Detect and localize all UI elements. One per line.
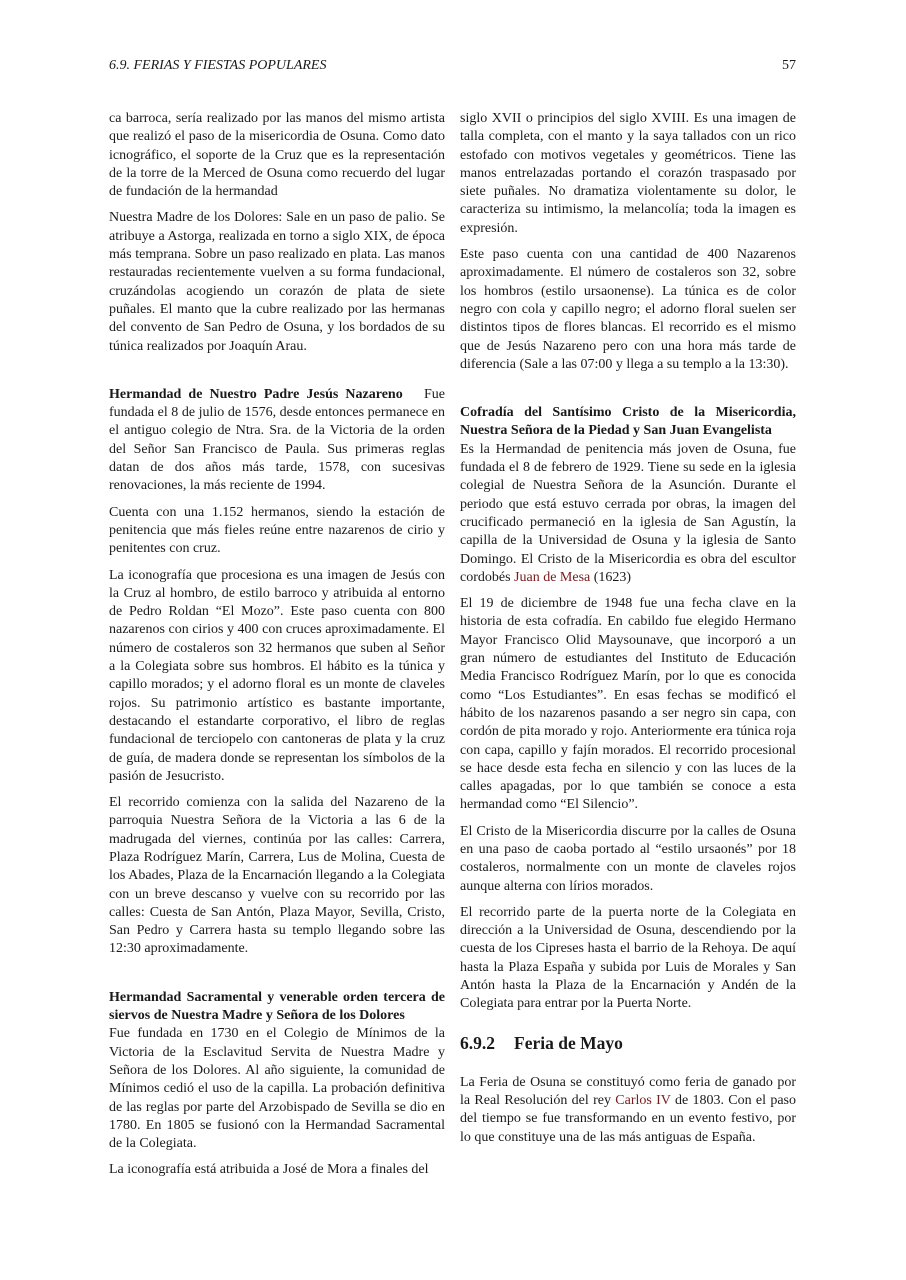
spacer xyxy=(460,382,796,404)
spacer xyxy=(109,967,445,989)
paragraph: Cuenta con una 1.152 hermanos, siendo la estación de penitencia que más fieles reúne entre nazarenos de cirio y penitentes con cruz. xyxy=(109,504,445,557)
paragraph-text: La Feria de Osuna se constituyó como feria de ganado por la Real Resolución del rey xyxy=(460,1074,796,1108)
subsection-heading xyxy=(460,1032,796,1054)
subsection-title: Feria de Mayo xyxy=(514,1032,623,1053)
paragraph xyxy=(460,1074,796,1147)
paragraph xyxy=(460,441,796,587)
running-section-title: 6.9. FERIAS Y FIESTAS POPULARES xyxy=(109,58,327,73)
paragraph: La iconografía que procesiona es una imagen de Jesús con la Cruz al hombro, de estilo barroco y atribuida al entorno de Pedro Roldan “El Mozo”. Este paso cuenta con 800 nazarenos con cirios y 400 con cruces aproximadamente. El número de costaleros son 32 hermanos que suben al Señor a la Colegiata sobre sus hombros. El hábito es la túnica y capillo morados; y el adorno floral es un monte de claveles rojos. Su patrimonio artístico es bastante importante, destacando el estandarte corporativo, el libro de reglas fundacional de terciopelo con cantoneras de plata y la cruz de guía, de madera donde se representan los símbolos de la pasión de Jesucristo. xyxy=(109,567,445,784)
paragraph-text: Fue fundada el 8 de julio de 1576, desde entonces permanece en el antiguo colegio de Ntra. Sra. de la Victoria de la orden del Señor San Francisco de Paula. Sus primeras reglas datan de dos años más tarde, 1578, con sucesivas renovaciones, la más reciente de 1994. xyxy=(109,386,445,494)
hermandad-heading: Hermandad de Nuestro Padre Jesús Nazareno xyxy=(109,386,403,402)
paragraph: Fue fundada en 1730 en el Colegio de Mínimos de la Victoria de la Esclavitud Servita de Nuestra Madre y Señora de los Dolores. Al año siguiente, la comunidad de Mínimos cedió el uso de la capilla. La probación definitiva de las reglas por parte del Arzobispado de Sevilla se dio en 1780. En 1805 se fusionó con la Hermandad Sacramental de la Colegiata. xyxy=(109,1026,445,1152)
paragraph: El Cristo de la Misericordia discurre por la calles de Osuna en una paso de caoba portado al “estilo ursaonés” por 18 costaleros, normalmente con un monte de claveles rojos aunque alterna con lírios morados. xyxy=(460,823,796,894)
paragraph: Nuestra Madre de los Dolores: Sale en un paso de palio. Se atribuye a Astorga, realizada en torno a siglo XIX, de época más temprana. Sobre un paso realizado en plata. Las manos restauradas recientemente vuelven a su forma fundacional, cruzándolas acogiendo un corazón de plata de siete puñales. El manto que la cubre realizado por las hermanas del convento de San Pedro de Osuna, y los bordados de su túnica realizados por Joaquín Arau. xyxy=(109,210,445,354)
paragraph: El recorrido parte de la puerta norte de la Colegiata en dirección a la Universidad de Osuna, descendiendo por la cuesta de los Cipreses hasta el barrio de la Rehoya. De aquí hasta la Plaza España y subida por Luis de Morales y San Antón hasta la Plaza de la Encarnación y Andén de la Colegiata para entrar por la Puerta Norte. xyxy=(460,904,796,1012)
left-column xyxy=(109,110,445,1188)
page-number: 57 xyxy=(782,58,796,73)
page-header xyxy=(109,58,796,78)
paragraph: ca barroca, sería realizado por las manos del mismo artista que realizó el paso de la misericordia de Osuna. Como dato icnográfico, el soporte de la Cruz que es la representación de la torre de la Merced de Osuna como recuerdo del lugar de fundación de la hermandad xyxy=(109,111,445,200)
paragraph: El 19 de diciembre de 1948 fue una fecha clave en la historia de esta cofradía. En cabildo fue elegido Hermano Mayor Francisco Olid Maysounave, que incorporó a un gran número de estudiantes del Instituto de Educación Media Francisco Rodríguez Marín, por lo que es conocida como “Los Estudiantes”. En esas fechas se modificó el hábito de los nazarenos pasando a ser negro sin capa, con cordón de pita morado y rojo. Anteriormente era túnica roja con capa, capillo y fajín morados. El recorrido procesional se hace desde esta fecha en silencio y con las luces de la calles apagadas, por lo que también se conoce a esta hermandad como “El Silencio”. xyxy=(460,596,796,813)
hermandad-heading: Hermandad Sacramental y venerable orden tercera de siervos de Nuestra Madre y Señora de los Dolores xyxy=(109,989,445,1024)
paragraph: La iconografía está atribuida a José de Mora a finales del xyxy=(109,1162,429,1178)
spacer xyxy=(109,364,445,386)
paragraph-text: (1623) xyxy=(593,569,632,585)
paragraph-text: de 1803. Con el paso del tiempo se fue transformando en un evento festivo, por lo que constituye una de las más antiguas de España. xyxy=(460,1092,797,1145)
paragraph-text: Es la Hermandad de penitencia más joven de Osuna, fue fundada el 8 de febrero de 1929. Tiene su sede en la iglesia colegial de Nuestra Señora de la Asunción. Durante el periodo que está estuvo cerrada por obras, la imagen del crucificado permaneció en la iglesia de San Agustín, la capilla de la Universidad de Osuna y la iglesia de Santo Domingo. El Cristo de la Misericordia es obra del escultor cordobés xyxy=(460,441,796,585)
paragraph: El recorrido comienza con la salida del Nazareno de la parroquia Nuestra Señora de la Victoria a las 6 de la madrugada del viernes, continúa por las calles: Carrera, Plaza Rodríguez Marín, Carrera, Lus de Molina, Cuesta de los Abades, Plaza de la Encarnación llegando a la Colegiata con un breve descanso y vuelve con su recorrido por las calles: Cuesta de San Antón, Plaza Mayor, Sevilla, Cristo, San Pedro y Carrera hasta su templo llegando sobre las 12:30 aproximadamente. xyxy=(109,795,445,957)
subsection-number: 6.9.2 xyxy=(460,1032,495,1053)
paragraph: Este paso cuenta con una cantidad de 400 Nazarenos aproximadamente. El número de costaleros son 32, sobre los hombros (estilo ursaonense). La túnica es de color negro con cola y capillo negro; el adorno floral suelen ser distintos tipos de flores blancas. El recorrido es el mismo que de Jesús Nazareno pero con una hora más tarde de diferencia (Sale a las 07:00 y llega a su templo a la 13:30). xyxy=(460,247,796,372)
carlos-iv-link[interactable]: Carlos IV xyxy=(615,1092,671,1108)
cofradia-heading: Cofradía del Santísimo Cristo de la Misericordia, Nuestra Señora de la Piedad y San Juan Evangelista xyxy=(460,405,796,439)
paragraph xyxy=(109,386,445,496)
juan-de-mesa-link[interactable]: Juan de Mesa xyxy=(514,569,591,585)
paragraph: siglo XVII o principios del siglo XVIII. Es una imagen de talla completa, con el manto y la saya tallados con un rico estofado con motivos vegetales y geométricos. Tiene las manos entrelazadas portando el corazón traspasado por siete puñales. No dramatiza violentamente su dolor, le caracteriza su intimismo, la melancolía; toda la imagen es expresión. xyxy=(460,111,796,236)
right-column xyxy=(460,110,796,1155)
